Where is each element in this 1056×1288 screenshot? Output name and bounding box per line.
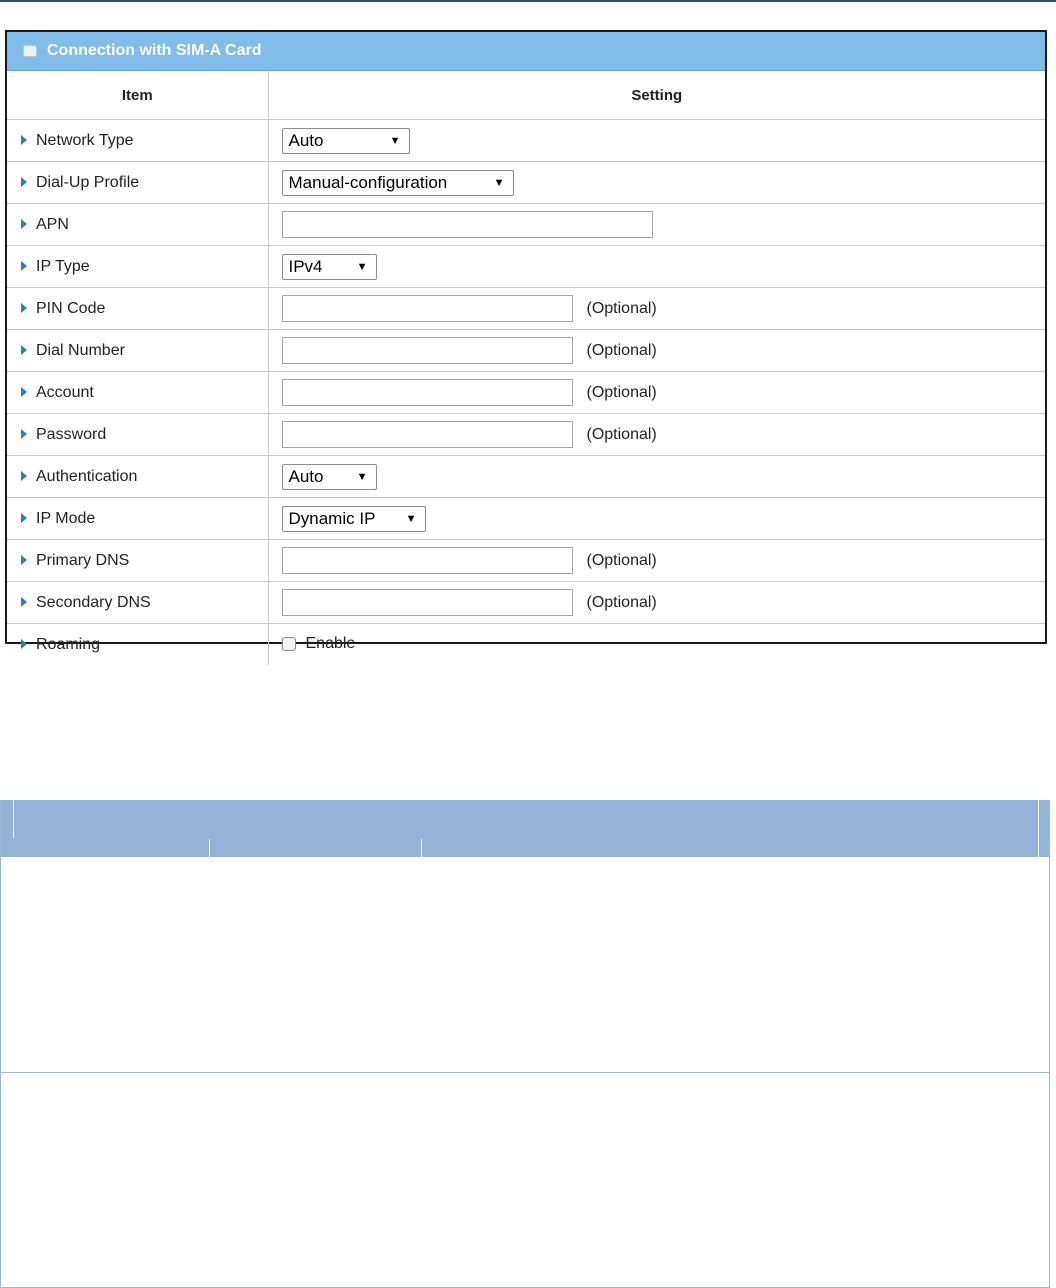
- dial-number-label: Dial Number: [36, 341, 125, 359]
- pin-code-label: PIN Code: [36, 299, 106, 317]
- row-network-type: [7, 120, 1045, 162]
- account-label: Account: [36, 383, 94, 401]
- setting-cell: [268, 414, 1045, 456]
- optional-hint: (Optional): [586, 383, 657, 401]
- item-cell: [7, 414, 268, 456]
- dialup-profile-value: Manual-configuration: [288, 172, 448, 192]
- roaming-label: Roaming: [36, 635, 101, 653]
- triangle-right-icon: [21, 597, 27, 607]
- triangle-right-icon: [21, 303, 27, 313]
- row-ip-mode: [7, 498, 1045, 540]
- header-cell: [421, 800, 1049, 857]
- password-label: Password: [36, 425, 107, 443]
- triangle-right-icon: [21, 639, 27, 649]
- settings-table: [7, 71, 1045, 665]
- table-row: [1, 857, 1049, 1073]
- item-cell: [7, 246, 268, 288]
- optional-hint: (Optional): [586, 341, 657, 359]
- authentication-value: Auto: [288, 466, 324, 486]
- item-cell: [7, 582, 268, 624]
- item-cell: [7, 540, 268, 582]
- column-header-setting: Setting: [268, 71, 1045, 120]
- ip-type-select[interactable]: [282, 254, 377, 280]
- header-divider: [13, 800, 14, 838]
- triangle-right-icon: [21, 555, 27, 565]
- top-divider: [0, 0, 1056, 2]
- row-pin-code: [7, 288, 1045, 330]
- setting-cell: [268, 120, 1045, 162]
- ip-type-label: IP Type: [36, 257, 90, 275]
- item-cell: [7, 624, 268, 666]
- setting-cell: [268, 582, 1045, 624]
- item-cell: [7, 204, 268, 246]
- column-header-item: Item: [7, 71, 268, 120]
- row-apn: [7, 204, 1045, 246]
- item-cell: [7, 288, 268, 330]
- dialup-profile-select[interactable]: [282, 170, 514, 196]
- row-dial-number: [7, 330, 1045, 372]
- authentication-label: Authentication: [36, 467, 138, 485]
- setting-cell: [268, 288, 1045, 330]
- triangle-right-icon: [21, 177, 27, 187]
- item-cell: [7, 456, 268, 498]
- header-cell: [1, 800, 209, 857]
- dropdown-arrow-icon: ▼: [356, 260, 368, 273]
- ip-type-value: IPv4: [288, 256, 323, 276]
- password-input[interactable]: [282, 421, 573, 448]
- triangle-right-icon: [21, 471, 27, 481]
- table-row: [1, 1073, 1049, 1287]
- authentication-select[interactable]: [282, 464, 377, 490]
- setting-cell: [268, 162, 1045, 204]
- dropdown-arrow-icon: ▼: [356, 470, 368, 483]
- network-type-value: Auto: [288, 130, 324, 150]
- row-authentication: [7, 456, 1045, 498]
- description-table-header: [1, 800, 1049, 857]
- triangle-right-icon: [21, 261, 27, 271]
- apn-input[interactable]: [282, 211, 653, 238]
- sim-a-connection-panel: [5, 30, 1047, 653]
- item-cell: [7, 162, 268, 204]
- item-cell: [7, 498, 268, 540]
- optional-hint: (Optional): [586, 551, 657, 569]
- ip-mode-value: Dynamic IP: [288, 508, 376, 528]
- secondary-dns-label: Secondary DNS: [36, 593, 151, 611]
- row-dialup-profile: [7, 162, 1045, 204]
- triangle-right-icon: [21, 387, 27, 397]
- setting-cell: [268, 456, 1045, 498]
- ip-mode-select[interactable]: [282, 506, 426, 532]
- row-password: [7, 414, 1045, 456]
- optional-hint: (Optional): [586, 593, 657, 611]
- roaming-enable-checkbox[interactable]: [282, 637, 296, 651]
- primary-dns-input[interactable]: [282, 547, 573, 574]
- optional-hint: (Optional): [586, 299, 657, 317]
- setting-cell: [268, 624, 1045, 666]
- setting-cell: [268, 246, 1045, 288]
- primary-dns-label: Primary DNS: [36, 551, 130, 569]
- setting-cell: [268, 498, 1045, 540]
- network-type-label: Network Type: [36, 131, 134, 149]
- triangle-right-icon: [21, 135, 27, 145]
- dial-number-input[interactable]: [282, 337, 573, 364]
- item-cell: [7, 120, 268, 162]
- setting-cell: [268, 540, 1045, 582]
- dropdown-arrow-icon: ▼: [405, 512, 417, 525]
- panel-header: [7, 32, 1045, 71]
- apn-label: APN: [36, 215, 69, 233]
- roaming-enable-label[interactable]: Enable: [305, 635, 356, 653]
- ip-mode-label: IP Mode: [36, 509, 96, 527]
- item-cell: [7, 372, 268, 414]
- row-ip-type: [7, 246, 1045, 288]
- dropdown-arrow-icon: ▼: [493, 176, 505, 189]
- panel-title: Connection with SIM-A Card: [47, 42, 262, 59]
- triangle-right-icon: [21, 345, 27, 355]
- table-header-row: [7, 71, 1045, 120]
- row-roaming: [7, 624, 1045, 666]
- header-cell: [209, 800, 421, 857]
- setting-cell: [268, 204, 1045, 246]
- row-secondary-dns: [7, 582, 1045, 624]
- setting-cell: [268, 372, 1045, 414]
- triangle-right-icon: [21, 429, 27, 439]
- secondary-dns-input[interactable]: [282, 589, 573, 616]
- triangle-right-icon: [21, 513, 27, 523]
- header-divider: [1038, 800, 1039, 857]
- item-cell: [7, 330, 268, 372]
- triangle-right-icon: [21, 219, 27, 229]
- pin-code-input[interactable]: [282, 295, 573, 322]
- row-account: [7, 372, 1045, 414]
- dialup-profile-label: Dial-Up Profile: [36, 173, 140, 191]
- dropdown-arrow-icon: ▼: [389, 134, 401, 147]
- optional-hint: (Optional): [586, 425, 657, 443]
- row-primary-dns: [7, 540, 1045, 582]
- header-divider: [209, 839, 210, 857]
- panel-header-icon: [23, 45, 37, 57]
- setting-cell: [268, 330, 1045, 372]
- header-divider: [421, 839, 422, 857]
- network-type-select[interactable]: [282, 128, 410, 154]
- description-table: [0, 800, 1050, 1288]
- account-input[interactable]: [282, 379, 573, 406]
